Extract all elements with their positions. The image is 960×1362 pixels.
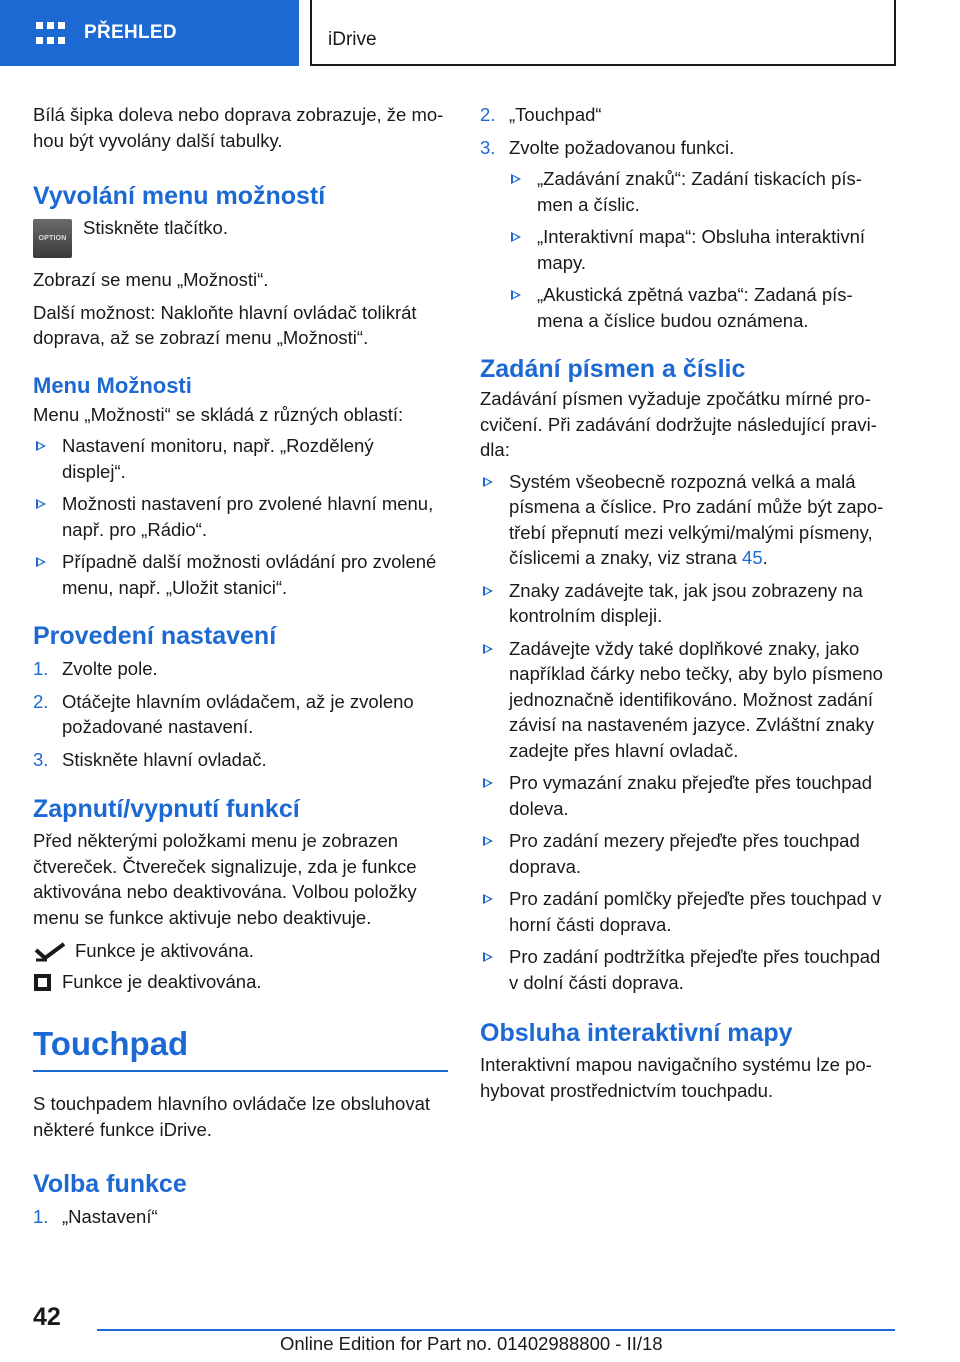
sub-list-item: „Akustická zpětná vazba“: Zadaná pís- mena a číslice budou oznámena. (480, 282, 895, 333)
bullet-triangle-icon (511, 290, 521, 300)
heading-interactive-map: Obsluha interaktivní mapy (480, 1019, 793, 1047)
options-alt-text: Další možnost: Nakloňte hlavní ovládač tolikrát doprava, až se zobrazí menu „Možnosti“. (33, 301, 417, 348)
heading-input-letters: Zadání písmen a číslic (480, 355, 746, 383)
footer-rule (97, 1329, 895, 1331)
heading-options-menu: Vyvolání menu možností (33, 182, 326, 210)
list-item: Systém všeobecně rozpozná velká a malá písmena a číslice. Pro zadání může být zapo- třebí přepnutí mezi velkými/malými písmeny, číslicemi a znaky, viz strana 45. (480, 469, 895, 571)
option-press-row (33, 219, 448, 258)
bullet-triangle-icon (483, 952, 493, 962)
list-item: Případně další možnosti ovládání pro zvolené menu, např. „Uložit stanici“. (33, 549, 448, 600)
heading-toggle-functions: Zapnutí/vypnutí funkcí (33, 795, 300, 823)
list-item: Pro vymazání znaku přejeďte přes touchpad doleva. (480, 770, 895, 821)
menu-intro-text: Menu „Možnosti“ se skládá z různých oblastí: (33, 403, 404, 425)
intro-text: Bílá šipka doleva nebo doprava zobrazuje, že mo- hou být vyvolány další tabulky. (33, 104, 444, 151)
tab-overview-label: PŘEHLED (84, 22, 177, 43)
heading-menu-options: Menu Možnosti (33, 372, 192, 398)
list-item: Pro zadání mezery přejeďte přes touchpad doprava. (480, 828, 895, 879)
activated-text: Funkce je aktivována. (75, 940, 254, 961)
input-intro-text: Zadávání písmen vyžaduje zpočátku mírné pro- cvičení. Při zadávání dodržujte následující pravi- dla: (480, 388, 877, 460)
touchpad-text: S touchpadem hlavního ovládače lze obsluhovat některé funkce iDrive. (33, 1093, 430, 1140)
page-link[interactable]: 45 (742, 547, 763, 568)
bullet-triangle-icon (511, 174, 521, 184)
bullet-triangle-icon (36, 499, 46, 509)
map-text: Interaktivní mapou navigačního systému lze po- hybovat prostřednictvím touchpadu. (480, 1054, 872, 1101)
list-item: Pro zadání podtržítka přejeďte přes touchpad v dolní části doprava. (480, 944, 895, 995)
step-item: 2. Otáčejte hlavním ovládačem, až je zvoleno požadované nastavení. (33, 690, 414, 737)
bullet-triangle-icon (483, 586, 493, 596)
step-item: 1. Zvolte pole. (33, 658, 158, 679)
heading-touchpad: Touchpad (33, 1025, 189, 1062)
tab-section-label: iDrive (328, 29, 377, 50)
tab-section-idrive[interactable] (310, 0, 896, 66)
step-item: 2. „Touchpad“ (480, 104, 602, 125)
checkbox-checked-icon (33, 940, 67, 962)
deactivated-row (33, 971, 448, 993)
toggle-text: Před některými položkami menu je zobrazen čtvereček. Čtvereček signalizuje, zda je funkce aktivována nebo deaktivována. Volbou položky menu se funkce aktivuje nebo deaktivuje. (33, 830, 417, 928)
bullet-triangle-icon (483, 778, 493, 788)
list-item: Zadávejte vždy také doplňkové znaky, jako například čárky nebo tečky, aby bylo písmeno jednoznačně identifikováno. Možnost zadání závisí na nastaveném jazyce. Zvláštní znaky zadejte přes hlavní ovladač. (480, 636, 895, 764)
sub-list-item: „Interaktivní mapa“: Obsluha interaktivní mapy. (480, 224, 895, 275)
deactivated-text: Funkce je deaktivována. (62, 971, 262, 992)
list-item: Pro zadání pomlčky přejeďte přes touchpad v horní části doprava. (480, 886, 895, 937)
footer-edition: Online Edition for Part no. 01402988800 - II/18 (280, 1333, 663, 1354)
bullet-triangle-icon (483, 477, 493, 487)
bullet-triangle-icon (483, 894, 493, 904)
activated-row (33, 940, 448, 962)
option-press-text: Stiskněte tlačítko. (83, 217, 228, 238)
option-button-icon: OPTION (33, 219, 72, 258)
page-number: 42 (33, 1303, 61, 1331)
header-tabbar (0, 0, 960, 66)
bullet-triangle-icon (483, 644, 493, 654)
step-item: 3. Stiskněte hlavní ovladač. (33, 748, 267, 770)
grid-icon (36, 22, 66, 44)
bullet-triangle-icon (36, 441, 46, 451)
step-item: 3. Zvolte požadovanou funkci. (480, 136, 735, 158)
step-item: 1. „Nastavení“ (33, 1206, 158, 1227)
bullet-triangle-icon (483, 836, 493, 846)
bullet-triangle-icon (511, 232, 521, 242)
list-item: Znaky zadávejte tak, jak jsou zobrazeny na kontrolním displeji. (480, 578, 895, 629)
heading-select-function: Volba funkce (33, 1170, 187, 1198)
left-column (33, 102, 448, 1230)
checkbox-empty-icon (34, 974, 51, 991)
heading-underline (33, 1070, 448, 1072)
list-item: Možnosti nastavení pro zvolené hlavní menu, např. pro „Rádio“. (33, 491, 448, 542)
heading-settings: Provedení nastavení (33, 622, 277, 650)
tab-overview[interactable] (0, 0, 299, 66)
options-shown-text: Zobrazí se menu „Možnosti“. (33, 269, 269, 290)
sub-list-item: „Zadávání znaků“: Zadání tiskacích pís- men a číslic. (480, 166, 895, 217)
right-column (480, 102, 895, 1103)
bullet-triangle-icon (36, 557, 46, 567)
list-item: Nastavení monitoru, např. „Rozdělený displej“. (33, 433, 448, 484)
